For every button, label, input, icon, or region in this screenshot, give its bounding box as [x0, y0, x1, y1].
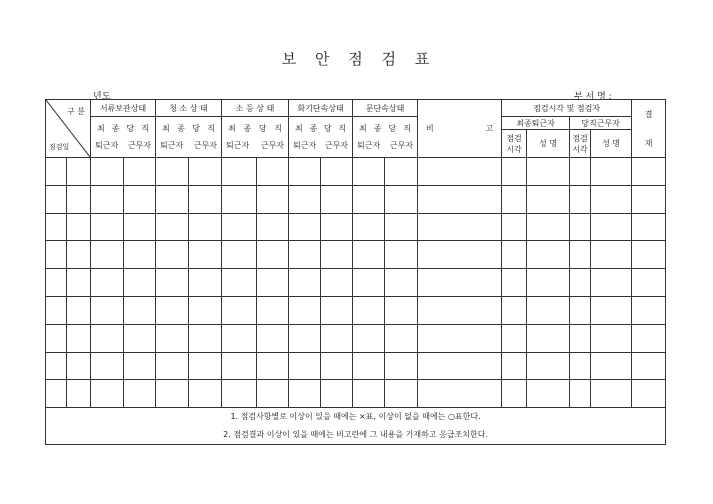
sub-char: 직 — [274, 124, 283, 133]
table-row — [46, 352, 666, 380]
entry-cell[interactable] — [502, 185, 527, 213]
sub-char: 직 — [338, 124, 347, 133]
inspect-time-header-1 — [502, 130, 527, 158]
entry-cell[interactable] — [591, 241, 632, 269]
entry-cell[interactable] — [353, 213, 385, 241]
entry-cell[interactable] — [189, 185, 222, 213]
gubun-label: 구 분 — [67, 107, 85, 116]
remarks-header — [418, 100, 502, 158]
sub-header-clean — [156, 117, 222, 158]
entry-cell[interactable] — [632, 352, 666, 380]
entry-cell[interactable] — [418, 269, 502, 297]
date-cell[interactable] — [67, 241, 91, 269]
entry-cell[interactable] — [418, 158, 502, 186]
entry-cell[interactable] — [418, 352, 502, 380]
entry-cell[interactable] — [321, 213, 353, 241]
entry-cell[interactable] — [156, 213, 189, 241]
sub-char: 최 — [162, 124, 170, 133]
year-label: 년도 — [93, 92, 111, 102]
sub-char: 직 — [207, 124, 216, 133]
sub-char: 직 — [141, 124, 149, 133]
sub-label: 퇴근자 — [357, 141, 381, 150]
entry-cell[interactable] — [189, 296, 222, 324]
entry-cell[interactable] — [527, 352, 570, 380]
entry-cell[interactable] — [289, 213, 321, 241]
entry-cell[interactable] — [385, 185, 418, 213]
entry-cell[interactable] — [385, 213, 418, 241]
sub-header-door — [353, 117, 418, 158]
entry-cell[interactable] — [353, 241, 385, 269]
sub-label: 근무자 — [324, 141, 349, 150]
entry-cell[interactable] — [418, 296, 502, 324]
entry-cell[interactable] — [502, 352, 527, 380]
entry-cell[interactable] — [124, 241, 156, 269]
entry-cell[interactable] — [527, 241, 570, 269]
entry-cell[interactable] — [353, 185, 385, 213]
entry-cell[interactable] — [124, 158, 156, 186]
entry-cell[interactable] — [591, 296, 632, 324]
entry-cell[interactable] — [321, 185, 353, 213]
entry-cell[interactable] — [289, 380, 321, 408]
entry-cell[interactable] — [124, 213, 156, 241]
entry-cell[interactable] — [527, 158, 570, 186]
gubun-diagonal-cell — [46, 100, 91, 158]
entry-cell[interactable] — [189, 380, 222, 408]
entry-cell[interactable] — [632, 241, 666, 269]
entry-cell[interactable] — [591, 352, 632, 380]
entry-cell[interactable] — [257, 324, 289, 352]
group-lights-off: 소 등 상 태 — [222, 100, 289, 117]
duty-worker-header: 당직근무자 — [570, 117, 632, 130]
entry-cell[interactable] — [570, 352, 591, 380]
sub-label: 근무자 — [193, 141, 218, 150]
sub-char: 당 — [126, 124, 135, 133]
date-cell[interactable] — [67, 352, 91, 380]
sub-label: 근무자 — [127, 141, 151, 150]
entry-cell[interactable] — [156, 296, 189, 324]
entry-cell[interactable] — [257, 158, 289, 186]
entry-cell[interactable] — [222, 158, 257, 186]
entry-cell[interactable] — [570, 241, 591, 269]
approval-bottom: 재 — [644, 138, 653, 148]
entry-cell[interactable] — [257, 213, 289, 241]
group-cleaning: 청 소 상 태 — [156, 100, 222, 117]
entry-cell[interactable] — [222, 324, 257, 352]
check-date-label: 점검일 — [49, 143, 70, 151]
entry-cell[interactable] — [570, 158, 591, 186]
entry-cell[interactable] — [222, 185, 257, 213]
entry-cell[interactable] — [289, 352, 321, 380]
entry-cell[interactable] — [91, 158, 124, 186]
sub-char: 종 — [309, 124, 318, 133]
entry-cell[interactable] — [632, 185, 666, 213]
notes-row — [46, 408, 666, 445]
table-row — [46, 380, 666, 408]
sub-header-lights — [222, 117, 289, 158]
entry-cell[interactable] — [632, 158, 666, 186]
entry-cell[interactable] — [124, 269, 156, 297]
entry-cell[interactable] — [591, 324, 632, 352]
inspect-time-bottom: 시각 — [572, 144, 588, 154]
table-row — [46, 185, 666, 213]
entry-cell[interactable] — [257, 296, 289, 324]
entry-cell[interactable] — [502, 158, 527, 186]
entry-cell[interactable] — [591, 185, 632, 213]
sub-header-doc — [91, 117, 156, 158]
table-row — [46, 158, 666, 186]
entry-cell[interactable] — [591, 213, 632, 241]
entry-cell[interactable] — [257, 269, 289, 297]
entry-cell[interactable] — [418, 185, 502, 213]
sub-char: 종 — [111, 124, 120, 133]
entry-cell[interactable] — [222, 296, 257, 324]
entry-cell[interactable] — [385, 324, 418, 352]
entry-cell[interactable] — [502, 324, 527, 352]
entry-cell[interactable] — [321, 158, 353, 186]
entry-cell[interactable] — [156, 352, 189, 380]
entry-cell[interactable] — [353, 324, 385, 352]
sub-char: 당 — [258, 124, 267, 133]
entry-cell[interactable] — [156, 158, 189, 186]
sub-char: 당 — [388, 124, 397, 133]
department-label-text: 부 서 명 : — [574, 92, 612, 102]
entry-cell[interactable] — [257, 241, 289, 269]
date-cell[interactable] — [67, 269, 91, 297]
sub-char: 직 — [403, 124, 412, 133]
entry-cell[interactable] — [502, 241, 527, 269]
notes-cell — [46, 408, 666, 445]
sub-label: 퇴근자 — [293, 141, 317, 150]
inspect-time-top: 점검 — [506, 133, 522, 143]
entry-cell[interactable] — [257, 352, 289, 380]
entry-cell[interactable] — [222, 380, 257, 408]
approval-top: 결 — [644, 109, 653, 119]
date-cell[interactable] — [46, 269, 67, 297]
entry-cell[interactable] — [570, 185, 591, 213]
sub-label: 퇴근자 — [226, 141, 250, 150]
entry-cell[interactable] — [156, 380, 189, 408]
note-2: 2. 점검결과 이상이 있을 때에는 비고란에 그 내용을 기재하고 응급조치한다. — [223, 430, 488, 440]
entry-cell[interactable] — [591, 158, 632, 186]
date-cell[interactable] — [67, 324, 91, 352]
date-cell[interactable] — [46, 296, 67, 324]
entry-cell[interactable] — [418, 380, 502, 408]
name-header-1: 성 명 — [527, 130, 570, 158]
entry-cell[interactable] — [189, 158, 222, 186]
entry-cell[interactable] — [124, 380, 156, 408]
entry-cell[interactable] — [289, 269, 321, 297]
entry-cell[interactable] — [222, 241, 257, 269]
entry-cell[interactable] — [502, 296, 527, 324]
group-door-lock: 문단속상태 — [353, 100, 418, 117]
entry-cell[interactable] — [353, 296, 385, 324]
date-cell[interactable] — [46, 158, 67, 186]
entry-cell[interactable] — [91, 296, 124, 324]
entry-cell[interactable] — [502, 380, 527, 408]
entry-cell[interactable] — [385, 269, 418, 297]
name-header-2: 성 명 — [591, 130, 632, 158]
entry-cell[interactable] — [189, 352, 222, 380]
table-row — [46, 296, 666, 324]
sub-char: 최 — [359, 124, 367, 133]
entry-cell[interactable] — [156, 269, 189, 297]
entry-cell[interactable] — [289, 185, 321, 213]
header-row-1 — [46, 100, 666, 117]
table-row — [46, 213, 666, 241]
entry-cell[interactable] — [632, 269, 666, 297]
entry-cell[interactable] — [570, 296, 591, 324]
entry-cell[interactable] — [385, 241, 418, 269]
entry-cell[interactable] — [570, 380, 591, 408]
group-fire-control: 화기단속상태 — [289, 100, 353, 117]
entry-cell[interactable] — [222, 213, 257, 241]
entry-cell[interactable] — [124, 324, 156, 352]
date-cell[interactable] — [67, 158, 91, 186]
entry-cell[interactable] — [527, 324, 570, 352]
entry-cell[interactable] — [632, 296, 666, 324]
inspect-time-header-2 — [570, 130, 591, 158]
approval-header — [632, 100, 666, 158]
entry-cell[interactable] — [591, 380, 632, 408]
sub-char: 최 — [295, 124, 303, 133]
entry-cell[interactable] — [527, 269, 570, 297]
entry-cell[interactable] — [632, 213, 666, 241]
sub-char: 최 — [228, 124, 236, 133]
entry-cell[interactable] — [289, 296, 321, 324]
entry-cell[interactable] — [156, 185, 189, 213]
entry-cell[interactable] — [353, 158, 385, 186]
entry-cell[interactable] — [91, 185, 124, 213]
entry-cell[interactable] — [385, 380, 418, 408]
last-leaver-header: 최종퇴근자 — [502, 117, 570, 130]
entry-cell[interactable] — [257, 380, 289, 408]
entry-cell[interactable] — [418, 213, 502, 241]
entry-cell[interactable] — [91, 352, 124, 380]
entry-cell[interactable] — [91, 324, 124, 352]
entry-cell[interactable] — [222, 352, 257, 380]
sub-header-fire — [289, 117, 353, 158]
entry-cell[interactable] — [321, 324, 353, 352]
entry-cell[interactable] — [353, 380, 385, 408]
entry-cell[interactable] — [257, 185, 289, 213]
entry-cell[interactable] — [418, 241, 502, 269]
entry-cell[interactable] — [570, 324, 591, 352]
entry-cell[interactable] — [124, 185, 156, 213]
entry-cell[interactable] — [632, 324, 666, 352]
entry-cell[interactable] — [502, 213, 527, 241]
sub-label: 근무자 — [389, 141, 414, 150]
date-cell[interactable] — [46, 324, 67, 352]
entry-cell[interactable] — [591, 269, 632, 297]
note-1: 1. 점검사항별로 이상이 있을 때에는 ×표, 이상이 없을 때에는 ○표한다. — [230, 412, 481, 422]
entry-cell[interactable] — [570, 213, 591, 241]
entry-cell[interactable] — [321, 269, 353, 297]
entry-cell[interactable] — [321, 352, 353, 380]
entry-cell[interactable] — [156, 324, 189, 352]
date-cell[interactable] — [46, 213, 67, 241]
inspect-group-header: 점검시각 및 점검자 — [502, 100, 632, 117]
entry-cell[interactable] — [289, 241, 321, 269]
entry-cell[interactable] — [353, 352, 385, 380]
inspect-time-bottom: 시각 — [506, 144, 522, 154]
entry-cell[interactable] — [189, 213, 222, 241]
date-cell[interactable] — [67, 380, 91, 408]
remarks-char-2: 고 — [485, 124, 494, 133]
date-cell[interactable] — [67, 296, 91, 324]
entry-cell[interactable] — [385, 296, 418, 324]
sub-label: 퇴근자 — [95, 141, 119, 150]
table-row — [46, 241, 666, 269]
entry-cell[interactable] — [527, 185, 570, 213]
date-cell[interactable] — [46, 185, 67, 213]
entry-cell[interactable] — [353, 269, 385, 297]
table-row — [46, 269, 666, 297]
entry-cell[interactable] — [632, 380, 666, 408]
entry-cell[interactable] — [385, 352, 418, 380]
entry-cell[interactable] — [570, 269, 591, 297]
data-rows — [46, 158, 666, 408]
sub-label: 근무자 — [260, 141, 285, 150]
entry-cell[interactable] — [321, 296, 353, 324]
sub-char: 당 — [192, 124, 200, 133]
inspect-time-top: 점검 — [572, 133, 588, 143]
entry-cell[interactable] — [189, 324, 222, 352]
entry-cell[interactable] — [527, 380, 570, 408]
page-title: 보 안 점 검 표 — [281, 50, 432, 68]
date-cell[interactable] — [46, 352, 67, 380]
date-cell[interactable] — [46, 241, 67, 269]
entry-cell[interactable] — [124, 352, 156, 380]
entry-cell[interactable] — [91, 380, 124, 408]
entry-cell[interactable] — [289, 158, 321, 186]
entry-cell[interactable] — [502, 269, 527, 297]
entry-cell[interactable] — [385, 158, 418, 186]
entry-cell[interactable] — [418, 324, 502, 352]
sub-char: 종 — [177, 124, 185, 133]
entry-cell[interactable] — [124, 296, 156, 324]
sub-char: 당 — [323, 124, 332, 133]
sub-char: 종 — [373, 124, 382, 133]
entry-cell[interactable] — [91, 241, 124, 269]
sub-char: 최 — [97, 124, 105, 133]
entry-cell[interactable] — [189, 241, 222, 269]
entry-cell[interactable] — [289, 324, 321, 352]
date-cell[interactable] — [67, 213, 91, 241]
sub-char: 종 — [243, 124, 252, 133]
group-document-storage: 서류보관상태 — [91, 100, 156, 117]
entry-cell[interactable] — [527, 296, 570, 324]
entry-cell[interactable] — [156, 241, 189, 269]
date-cell[interactable] — [46, 380, 67, 408]
date-cell[interactable] — [67, 185, 91, 213]
entry-cell[interactable] — [321, 380, 353, 408]
security-check-table — [45, 99, 666, 445]
entry-cell[interactable] — [91, 269, 124, 297]
entry-cell[interactable] — [321, 241, 353, 269]
entry-cell[interactable] — [189, 269, 222, 297]
entry-cell[interactable] — [222, 269, 257, 297]
entry-cell[interactable] — [527, 213, 570, 241]
sub-label: 퇴근자 — [160, 141, 184, 150]
table-row — [46, 324, 666, 352]
remarks-char-1: 비 — [426, 124, 434, 133]
header-row-2 — [46, 117, 666, 130]
entry-cell[interactable] — [91, 213, 124, 241]
